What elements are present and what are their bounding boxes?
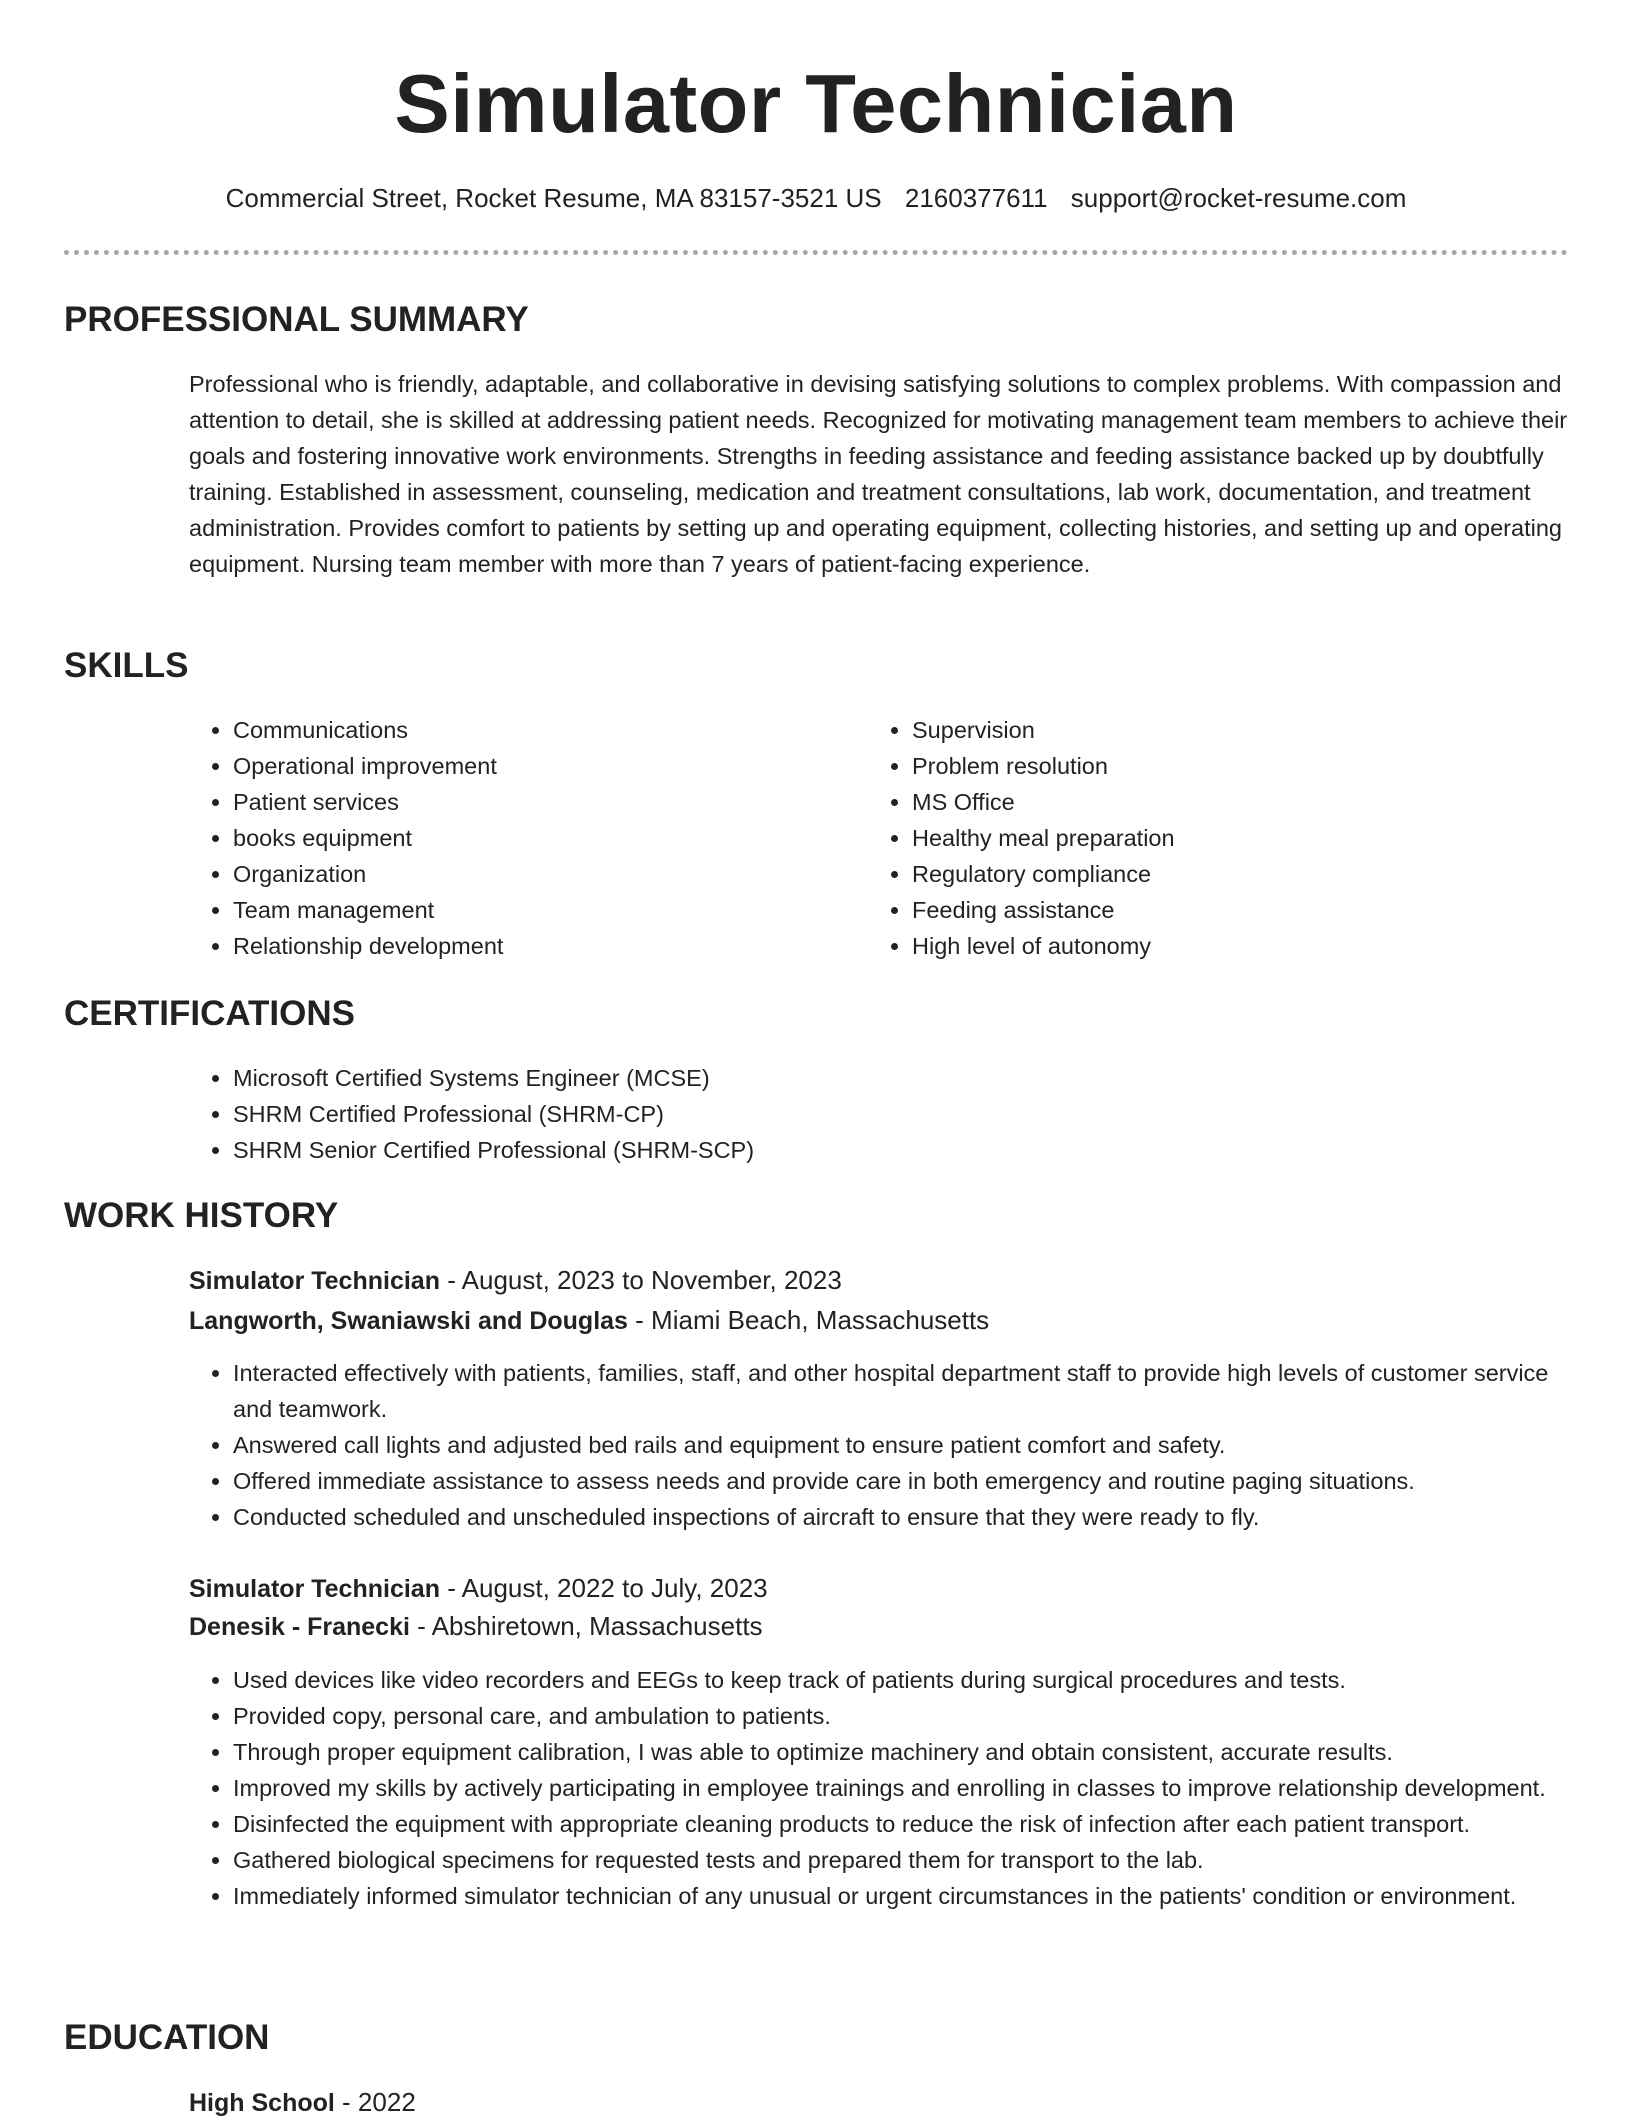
list-item: • Communications (233, 712, 829, 748)
list-item: • Patient services (233, 784, 829, 820)
skills-column-right (868, 712, 1508, 964)
education-heading: EDUCATION (64, 2018, 270, 2057)
list-item: • Operational improvement (233, 748, 829, 784)
list-item: • SHRM Certified Professional (SHRM-CP) (233, 1096, 1579, 1132)
list-item: • Gathered biological specimens for requested tests and prepared them for transport to the lab. (233, 1842, 1579, 1878)
certifications-list (189, 1060, 1579, 1168)
education-degree: High School (189, 2089, 335, 2117)
summary-text: Professional who is friendly, adaptable, and collaborative in devising satisfying solutions to complex problems. With compassion and attention to detail, she is skilled at addressing patient needs. Recognized for motivating management team members to achieve their goals and fostering innovative work environments. Strengths in feeding assistance and feeding assistance backed up by doubtfully training. Established in assessment, counseling, medication and treatment consultations, lab work, documentation, and treatment administration. Provides comfort to patients by setting up and operating equipment, collecting histories, and setting up and operating equipment. Nursing team member with more than 7 years of patient-facing experience. (189, 371, 1568, 577)
job-dates: - August, 2023 to November, 2023 (439, 1265, 842, 1295)
education-line (189, 2084, 416, 2121)
list-item: • Team management (233, 892, 829, 928)
list-item: • Regulatory compliance (912, 856, 1508, 892)
skills-heading: SKILLS (64, 646, 189, 685)
education-year: - 2022 (334, 2087, 416, 2117)
list-item: • Supervision (912, 712, 1508, 748)
contact-address: Commercial Street, Rocket Resume, MA 83157-3521 US (225, 183, 882, 213)
job-bullets (189, 1662, 1579, 1914)
job-title-line (189, 1262, 842, 1299)
job-company: Langworth, Swaniawski and Douglas (189, 1307, 628, 1335)
job-location: - Abshiretown, Massachusetts (409, 1611, 763, 1641)
header-divider (64, 250, 1568, 255)
job-bullet-list (189, 1662, 1579, 1914)
job-company-line (189, 1608, 763, 1645)
list-item: • Problem resolution (912, 748, 1508, 784)
list-item: • Conducted scheduled and unscheduled inspections of aircraft to ensure that they were ready to fly. (233, 1499, 1579, 1535)
list-item: • Disinfected the equipment with appropriate cleaning products to reduce the risk of infection after each patient transport. (233, 1806, 1579, 1842)
contact-phone: 2160377611 (904, 183, 1048, 213)
list-item: • Interacted effectively with patients, families, staff, and other hospital department staff to provide high levels of customer service and teamwork. (233, 1355, 1579, 1427)
list-item: • Organization (233, 856, 829, 892)
list-item: • Immediately informed simulator technician of any unusual or urgent circumstances in the patients' condition or environment. (233, 1878, 1579, 1914)
resume-name: Simulator Technician (394, 57, 1238, 150)
list-item: • Microsoft Certified Systems Engineer (MCSE) (233, 1060, 1579, 1096)
job-bullets (189, 1355, 1579, 1535)
list-item: • Relationship development (233, 928, 829, 964)
list-item: • MS Office (912, 784, 1508, 820)
list-item: • SHRM Senior Certified Professional (SHRM-SCP) (233, 1132, 1579, 1168)
skills-list-left (189, 712, 829, 964)
list-item: • Healthy meal preparation (912, 820, 1508, 856)
list-item: • Used devices like video recorders and EEGs to keep track of patients during surgical procedures and tests. (233, 1662, 1579, 1698)
list-item: • Answered call lights and adjusted bed rails and equipment to ensure patient comfort and safety. (233, 1427, 1579, 1463)
job-role: Simulator Technician (189, 1575, 440, 1603)
list-item: • Through proper equipment calibration, I was able to optimize machinery and obtain consistent, accurate results. (233, 1734, 1579, 1770)
job-company-line (189, 1302, 989, 1339)
skills-list-right (868, 712, 1508, 964)
list-item: • Offered immediate assistance to assess needs and provide care in both emergency and routine paging situations. (233, 1463, 1579, 1499)
contact-line (0, 180, 1632, 216)
summary-heading: PROFESSIONAL SUMMARY (64, 300, 529, 339)
certifications-heading: CERTIFICATIONS (64, 994, 356, 1033)
list-item: • books equipment (233, 820, 829, 856)
contact-email: support@rocket-resume.com (1070, 183, 1407, 213)
list-item: • High level of autonomy (912, 928, 1508, 964)
job-bullet-list (189, 1355, 1579, 1535)
list-item: • Improved my skills by actively participating in employee trainings and enrolling in classes to improve relationship development. (233, 1770, 1579, 1806)
work-history-heading: WORK HISTORY (64, 1196, 339, 1235)
job-dates: - August, 2022 to July, 2023 (439, 1573, 768, 1603)
job-role: Simulator Technician (189, 1267, 440, 1295)
certifications-block (189, 1060, 1579, 1168)
skills-column-left (189, 712, 829, 964)
job-title-line (189, 1570, 768, 1607)
list-item: • Provided copy, personal care, and ambulation to patients. (233, 1698, 1579, 1734)
job-company: Denesik - Franecki (189, 1613, 410, 1641)
job-location: - Miami Beach, Massachusetts (627, 1305, 990, 1335)
list-item: • Feeding assistance (912, 892, 1508, 928)
